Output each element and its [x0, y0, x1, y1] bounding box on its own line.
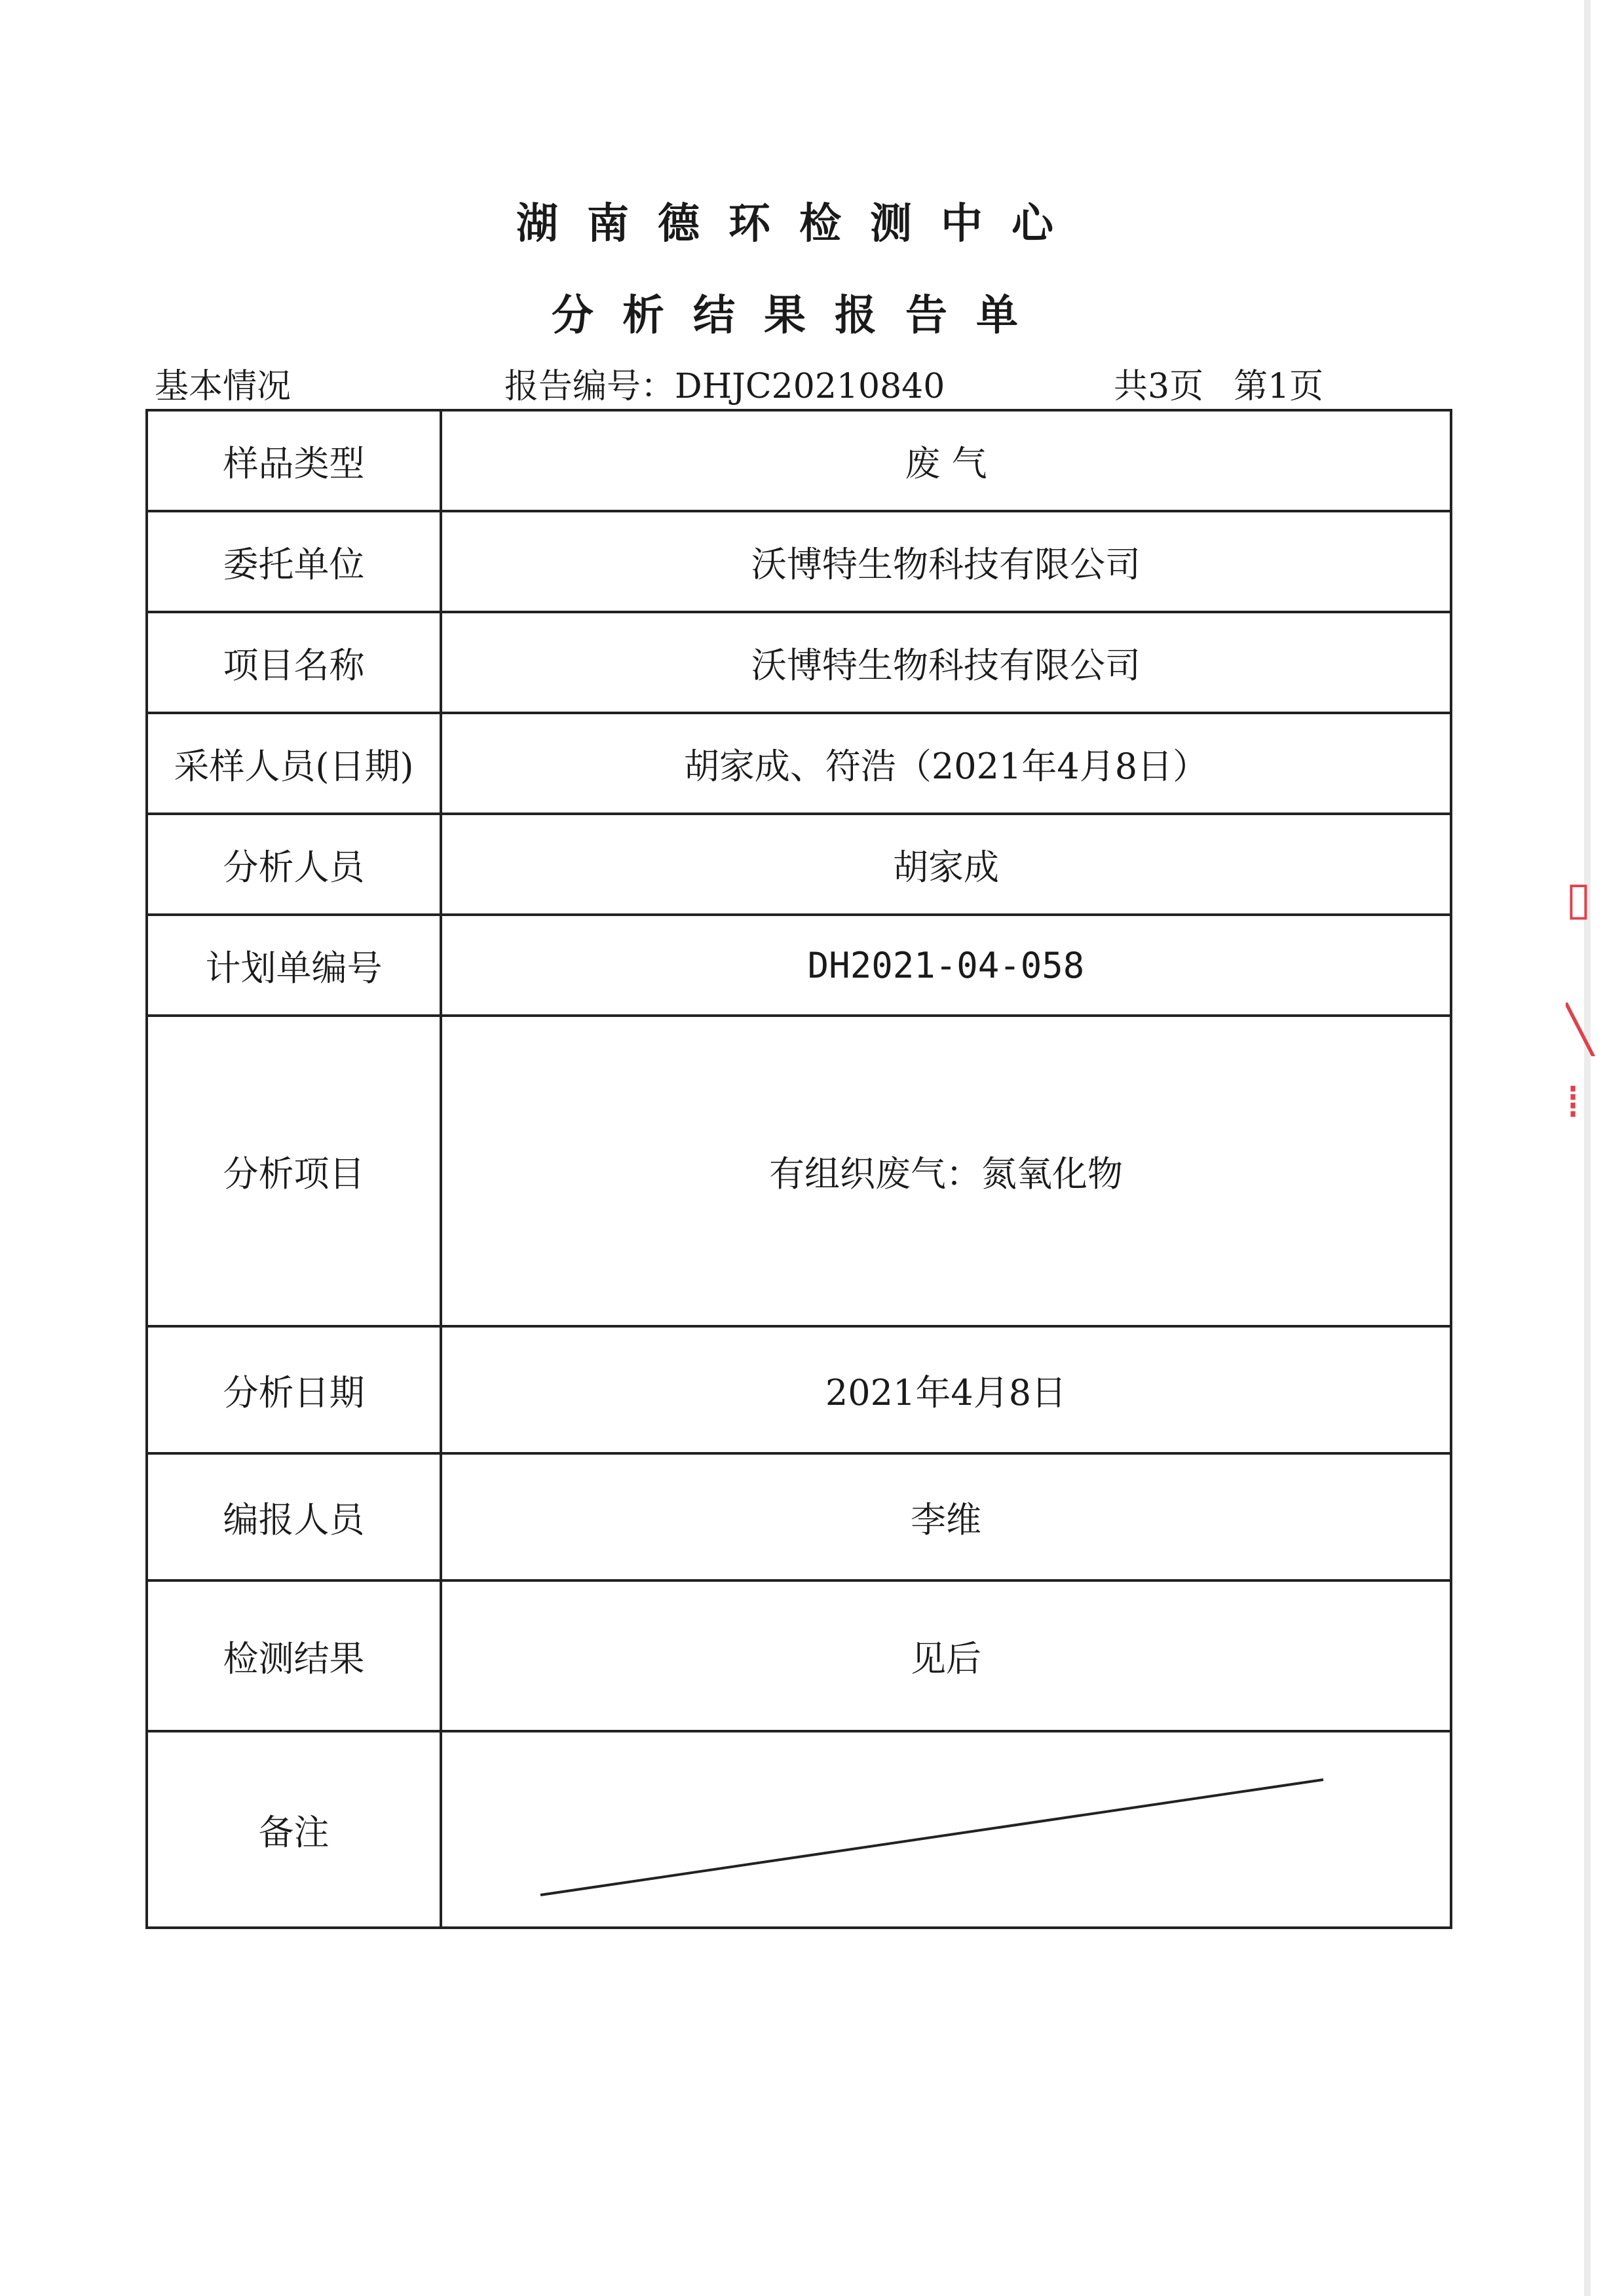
seal-fragment: ⁞: [1566, 1075, 1581, 1128]
plan-number-value: DH2021-04-058: [441, 915, 1451, 1016]
current-page: 第1页: [1234, 367, 1324, 406]
client-label: 委托单位: [147, 511, 441, 612]
result-label: 检测结果: [147, 1580, 441, 1731]
sampler-value: 胡家成、符浩（2021年4月8日）: [441, 713, 1451, 814]
compiler-value: 李维: [441, 1453, 1451, 1580]
table-row: [147, 1326, 1451, 1453]
analysis-date-value: 2021年4月8日: [441, 1326, 1451, 1453]
org-title: 湖南德环检测中心: [516, 200, 1082, 248]
plan-number-label: 计划单编号: [147, 915, 441, 1016]
table-row: [147, 814, 1451, 915]
remarks-value: [441, 1731, 1451, 1928]
sample-type-label: 样品类型: [147, 410, 441, 511]
compiler-label: 编报人员: [147, 1453, 441, 1580]
project-name-label: 项目名称: [147, 612, 441, 713]
info-table: [145, 409, 1452, 1929]
analysis-item-value: 有组织废气：氮氧化物: [441, 1016, 1451, 1326]
analyst-value: 胡家成: [441, 814, 1451, 915]
sampler-label: 采样人员(日期): [147, 713, 441, 814]
document-title: 分析结果报告单: [552, 292, 1047, 340]
analysis-date-label: 分析日期: [147, 1326, 441, 1453]
analyst-label: 分析人员: [147, 814, 441, 915]
table-row: [147, 1731, 1451, 1928]
report-number: 报告编号：DHJC20210840: [504, 367, 945, 406]
seal-fragment: ▯: [1566, 871, 1591, 925]
table-row: [147, 612, 1451, 713]
seal-fragment: ╲: [1566, 1003, 1594, 1056]
table-row: [147, 511, 1451, 612]
table-row: [147, 713, 1451, 814]
strikeout-line: [442, 1732, 1455, 1926]
table-row: [147, 410, 1451, 511]
table-row: [147, 915, 1451, 1016]
table-row: [147, 1580, 1451, 1731]
total-pages: 共3页: [1114, 367, 1204, 406]
table-row: [147, 1016, 1451, 1326]
sample-type-value: 废 气: [441, 410, 1451, 511]
table-row: [147, 1453, 1451, 1580]
remarks-label: 备注: [147, 1731, 441, 1928]
client-value: 沃博特生物科技有限公司: [441, 511, 1451, 612]
page-indicator: [1114, 364, 1323, 410]
project-name-value: 沃博特生物科技有限公司: [441, 612, 1451, 713]
section-label: 基本情况: [155, 367, 292, 406]
result-value: 见后: [441, 1580, 1451, 1731]
analysis-item-label: 分析项目: [147, 1016, 441, 1326]
